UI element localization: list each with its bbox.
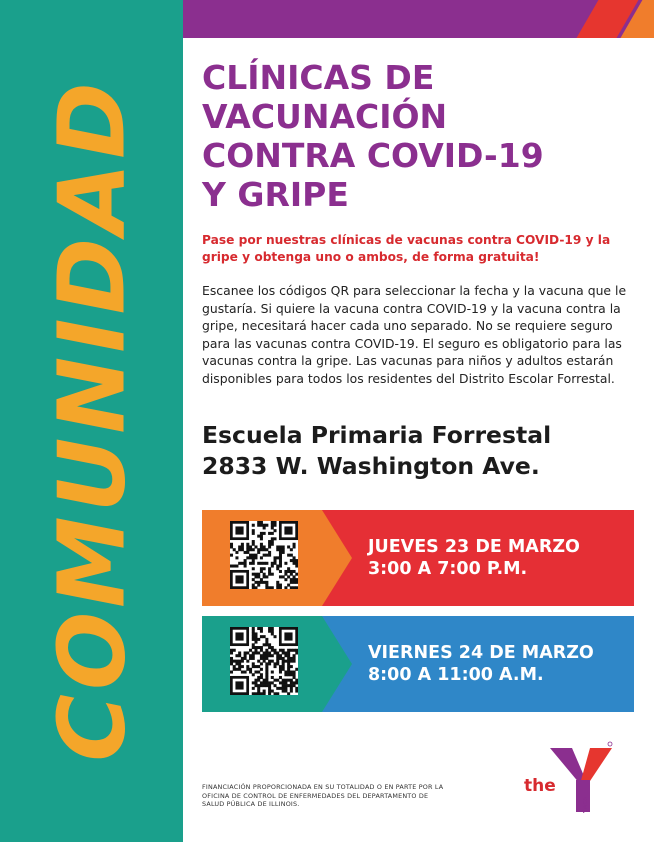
event-banner-2 [202,616,634,712]
event-1-qr-panel [202,510,322,606]
funding-note: FINANCIACIÓN PROPORCIONADA EN SU TOTALIDAD O EN PARTE POR LA OFICINA DE CONTROL DE ENFERMEDADES DEL DEPARTAMENTO DE SALUD PÚBLICA DE ILLINOIS. [202,783,444,809]
title-line-4: Y GRIPE [202,175,349,214]
title-line-3: CONTRA COVID-19 [202,136,544,175]
title-line-2: VACUNACIÓN [202,97,448,136]
event-1-time: 3:00 A 7:00 P.M. [368,559,528,579]
intro-text: Pase por nuestras clínicas de vacunas contra COVID-19 y la gripe y obtenga uno o ambos, de forma gratuita! [202,233,611,264]
event-2-text [368,642,628,686]
location-block [202,420,632,482]
location-name: Escuela Primaria Forrestal [202,421,552,449]
event-2-date: VIERNES 24 DE MARZO [368,643,594,663]
event-1-text [368,536,628,580]
event-2-qr-panel [202,616,322,712]
top-color-bar [183,0,654,38]
event-banner-1 [202,510,634,606]
event-2-time: 8:00 A 11:00 A.M. [368,665,544,685]
ymca-logo [520,740,620,822]
page-title [202,58,622,214]
ymca-logo-icon [550,740,614,812]
title-line-1: CLÍNICAS DE [202,58,435,97]
logo-the-text: the [524,776,556,796]
event-1-arrow [322,510,352,606]
event-2-arrow [322,616,352,712]
qr-code-icon[interactable] [230,627,298,695]
qr-code-icon[interactable] [230,521,298,589]
event-1-date: JUEVES 23 DE MARZO [368,537,580,557]
sidebar-band [0,0,183,842]
comunidad-word: COMUNIDAD [38,78,146,762]
logo-ymca-text: YMCA [583,796,590,814]
location-address: 2833 W. Washington Ave. [202,452,540,480]
body-text: Escanee los códigos QR para seleccionar la fecha y la vacuna que le gustaría. Si quiere la vacuna contra COVID-19 y la vacuna contra la gripe, necesitará hacer cada uno separado. No se requiere seguro para las vacunas contra COVID-19. El seguro es obligatorio para las vacunas contra la gripe. Las vacunas para niños y adultos estarán disponibles para todos los residentes del Distrito Escolar Forrestal. [202,283,627,386]
